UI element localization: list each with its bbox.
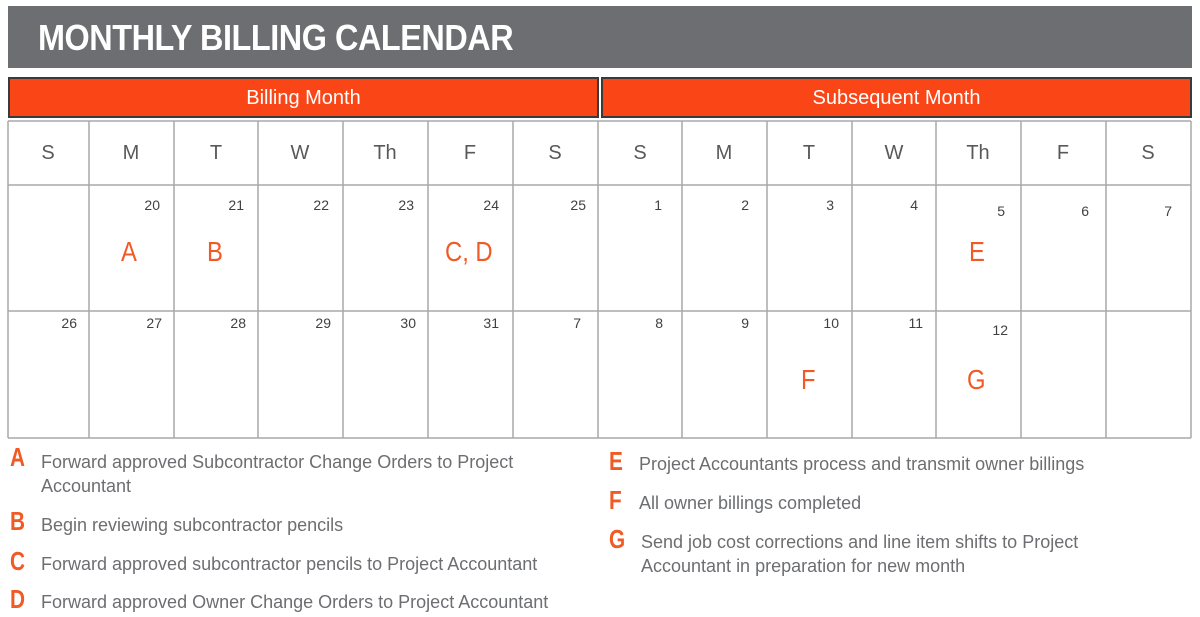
date-number: 12	[992, 322, 1008, 338]
legend-text-f: All owner billings completed	[639, 493, 862, 513]
day-label: S	[633, 142, 647, 164]
subsequent-month-header: Subsequent Month	[601, 77, 1192, 118]
date-number: 26	[61, 315, 77, 331]
day-label: F	[1056, 142, 1070, 164]
legend-letter-d: D	[10, 584, 26, 614]
marker-a: A	[121, 236, 137, 267]
day-label: Th	[966, 142, 990, 164]
date-number: 9	[741, 315, 749, 331]
date-number: 28	[230, 315, 246, 331]
billing-month-header: Billing Month	[8, 77, 599, 118]
day-label: S	[41, 142, 55, 164]
date-number: 7	[1164, 203, 1172, 219]
date-number: 21	[228, 197, 244, 213]
marker-cd: C, D	[445, 236, 493, 267]
date-number: 2	[741, 197, 749, 213]
legend-text-e: Project Accountants process and transmit owner billings	[639, 454, 1085, 474]
legend-letter-b: B	[10, 506, 26, 536]
date-number: 11	[908, 315, 923, 331]
date-number: 25	[570, 197, 586, 213]
legend-text-b: Begin reviewing subcontractor pencils	[41, 515, 344, 535]
legend-text-g: Send job cost corrections and line item shifts to Project Accountant in preparation for new month	[641, 532, 1079, 576]
marker-g: G	[967, 364, 986, 395]
day-label: S	[548, 142, 562, 164]
day-label: W	[290, 142, 310, 164]
date-number: 4	[910, 197, 918, 213]
legend-letter-e: E	[609, 446, 623, 476]
marker-b: B	[207, 236, 223, 267]
date-number: 30	[400, 315, 416, 331]
date-number: 24	[483, 197, 499, 213]
date-number: 6	[1081, 203, 1089, 219]
date-number: 7	[573, 315, 581, 331]
marker-e: E	[969, 236, 985, 267]
date-number: 31	[483, 315, 499, 331]
date-number: 23	[398, 197, 414, 213]
page-title: MONTHLY BILLING CALENDAR	[38, 17, 514, 58]
legend-letter-a: A	[10, 442, 26, 472]
legend-text-a: Forward approved Subcontractor Change Orders to Project Accountant	[41, 452, 514, 496]
marker-f: F	[801, 364, 816, 395]
date-number: 1	[654, 197, 662, 213]
day-label: Th	[373, 142, 397, 164]
day-label: M	[122, 142, 140, 164]
legend-letter-f: F	[609, 485, 622, 515]
legend-letter-c: C	[10, 546, 26, 576]
day-label: S	[1141, 142, 1155, 164]
date-number: 3	[826, 197, 834, 213]
date-number: 8	[655, 315, 663, 331]
legend-text-d: Forward approved Owner Change Orders to Project Accountant	[41, 592, 549, 612]
date-number: 5	[997, 203, 1005, 219]
day-label: T	[802, 142, 816, 164]
day-label: M	[715, 142, 733, 164]
legend-text-c: Forward approved subcontractor pencils to Project Accountant	[41, 554, 538, 574]
date-number: 22	[313, 197, 329, 213]
date-number: 10	[823, 315, 839, 331]
day-label: T	[209, 142, 223, 164]
date-number: 29	[315, 315, 331, 331]
legend-letter-g: G	[609, 524, 626, 554]
date-number: 27	[146, 315, 162, 331]
date-number: 20	[144, 197, 160, 213]
day-label: W	[884, 142, 904, 164]
day-label: F	[463, 142, 477, 164]
